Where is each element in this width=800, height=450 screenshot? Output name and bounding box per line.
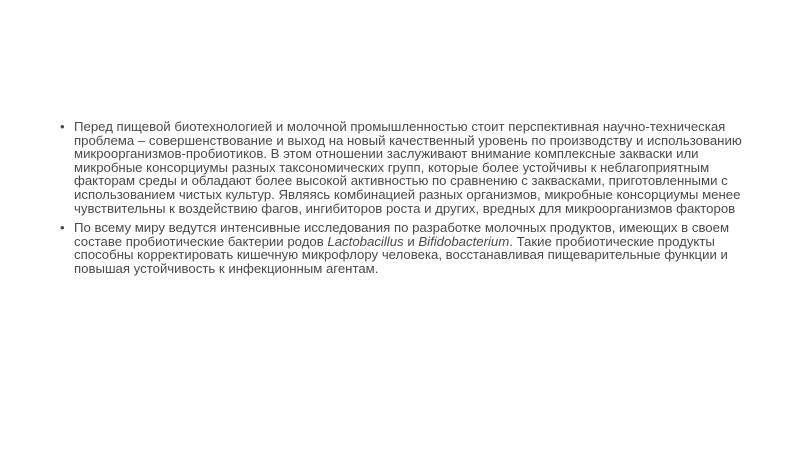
bullet-item-1 [60, 120, 750, 215]
bullet-text-2-end: . Такие пробиотические продукты способны корректировать кишечную микрофлору человека, восстанавливая пищеварительные функции и повышая устойчивость к инфекционным агентам. [74, 233, 728, 276]
connector-text: и [403, 233, 419, 249]
genus-lactobacillus: Lactobacillus [327, 233, 404, 249]
bullet-item-2 [60, 221, 750, 275]
bullet-text-1: Перед пищевой биотехнологией и молочной промышленностью стоит перспективная научно-техническая проблема – совершенствование и выход на новый качественный уровень по производству и использованию микроорганизмов-пробиотиков. В этом отношении заслуживают внимание комплексные закваски или микробные консорциумы разных таксономических групп, которые более устойчивы к неблагоприятным факторам среды и обладают более высокой активностью по сравнению с заквасками, приготовленными с использованием чистых культур. Являясь комбинацией разных организмов, микробные консорциумы менее чувствительны к воздействию фагов, ингибиторов роста и других, вредных для микроорганизмов факторов [74, 119, 742, 216]
bullet-list [60, 120, 750, 282]
genus-bifidobacterium: Bifidobacterium [418, 233, 510, 249]
bullet-icon: • [60, 220, 65, 236]
bullet-icon: • [60, 119, 65, 134]
bullet-text-2-start: По всему миру ведутся интенсивные исследования по разработке молочных продуктов, имеющих в своем составе пробиотические бактерии родов [74, 220, 730, 249]
